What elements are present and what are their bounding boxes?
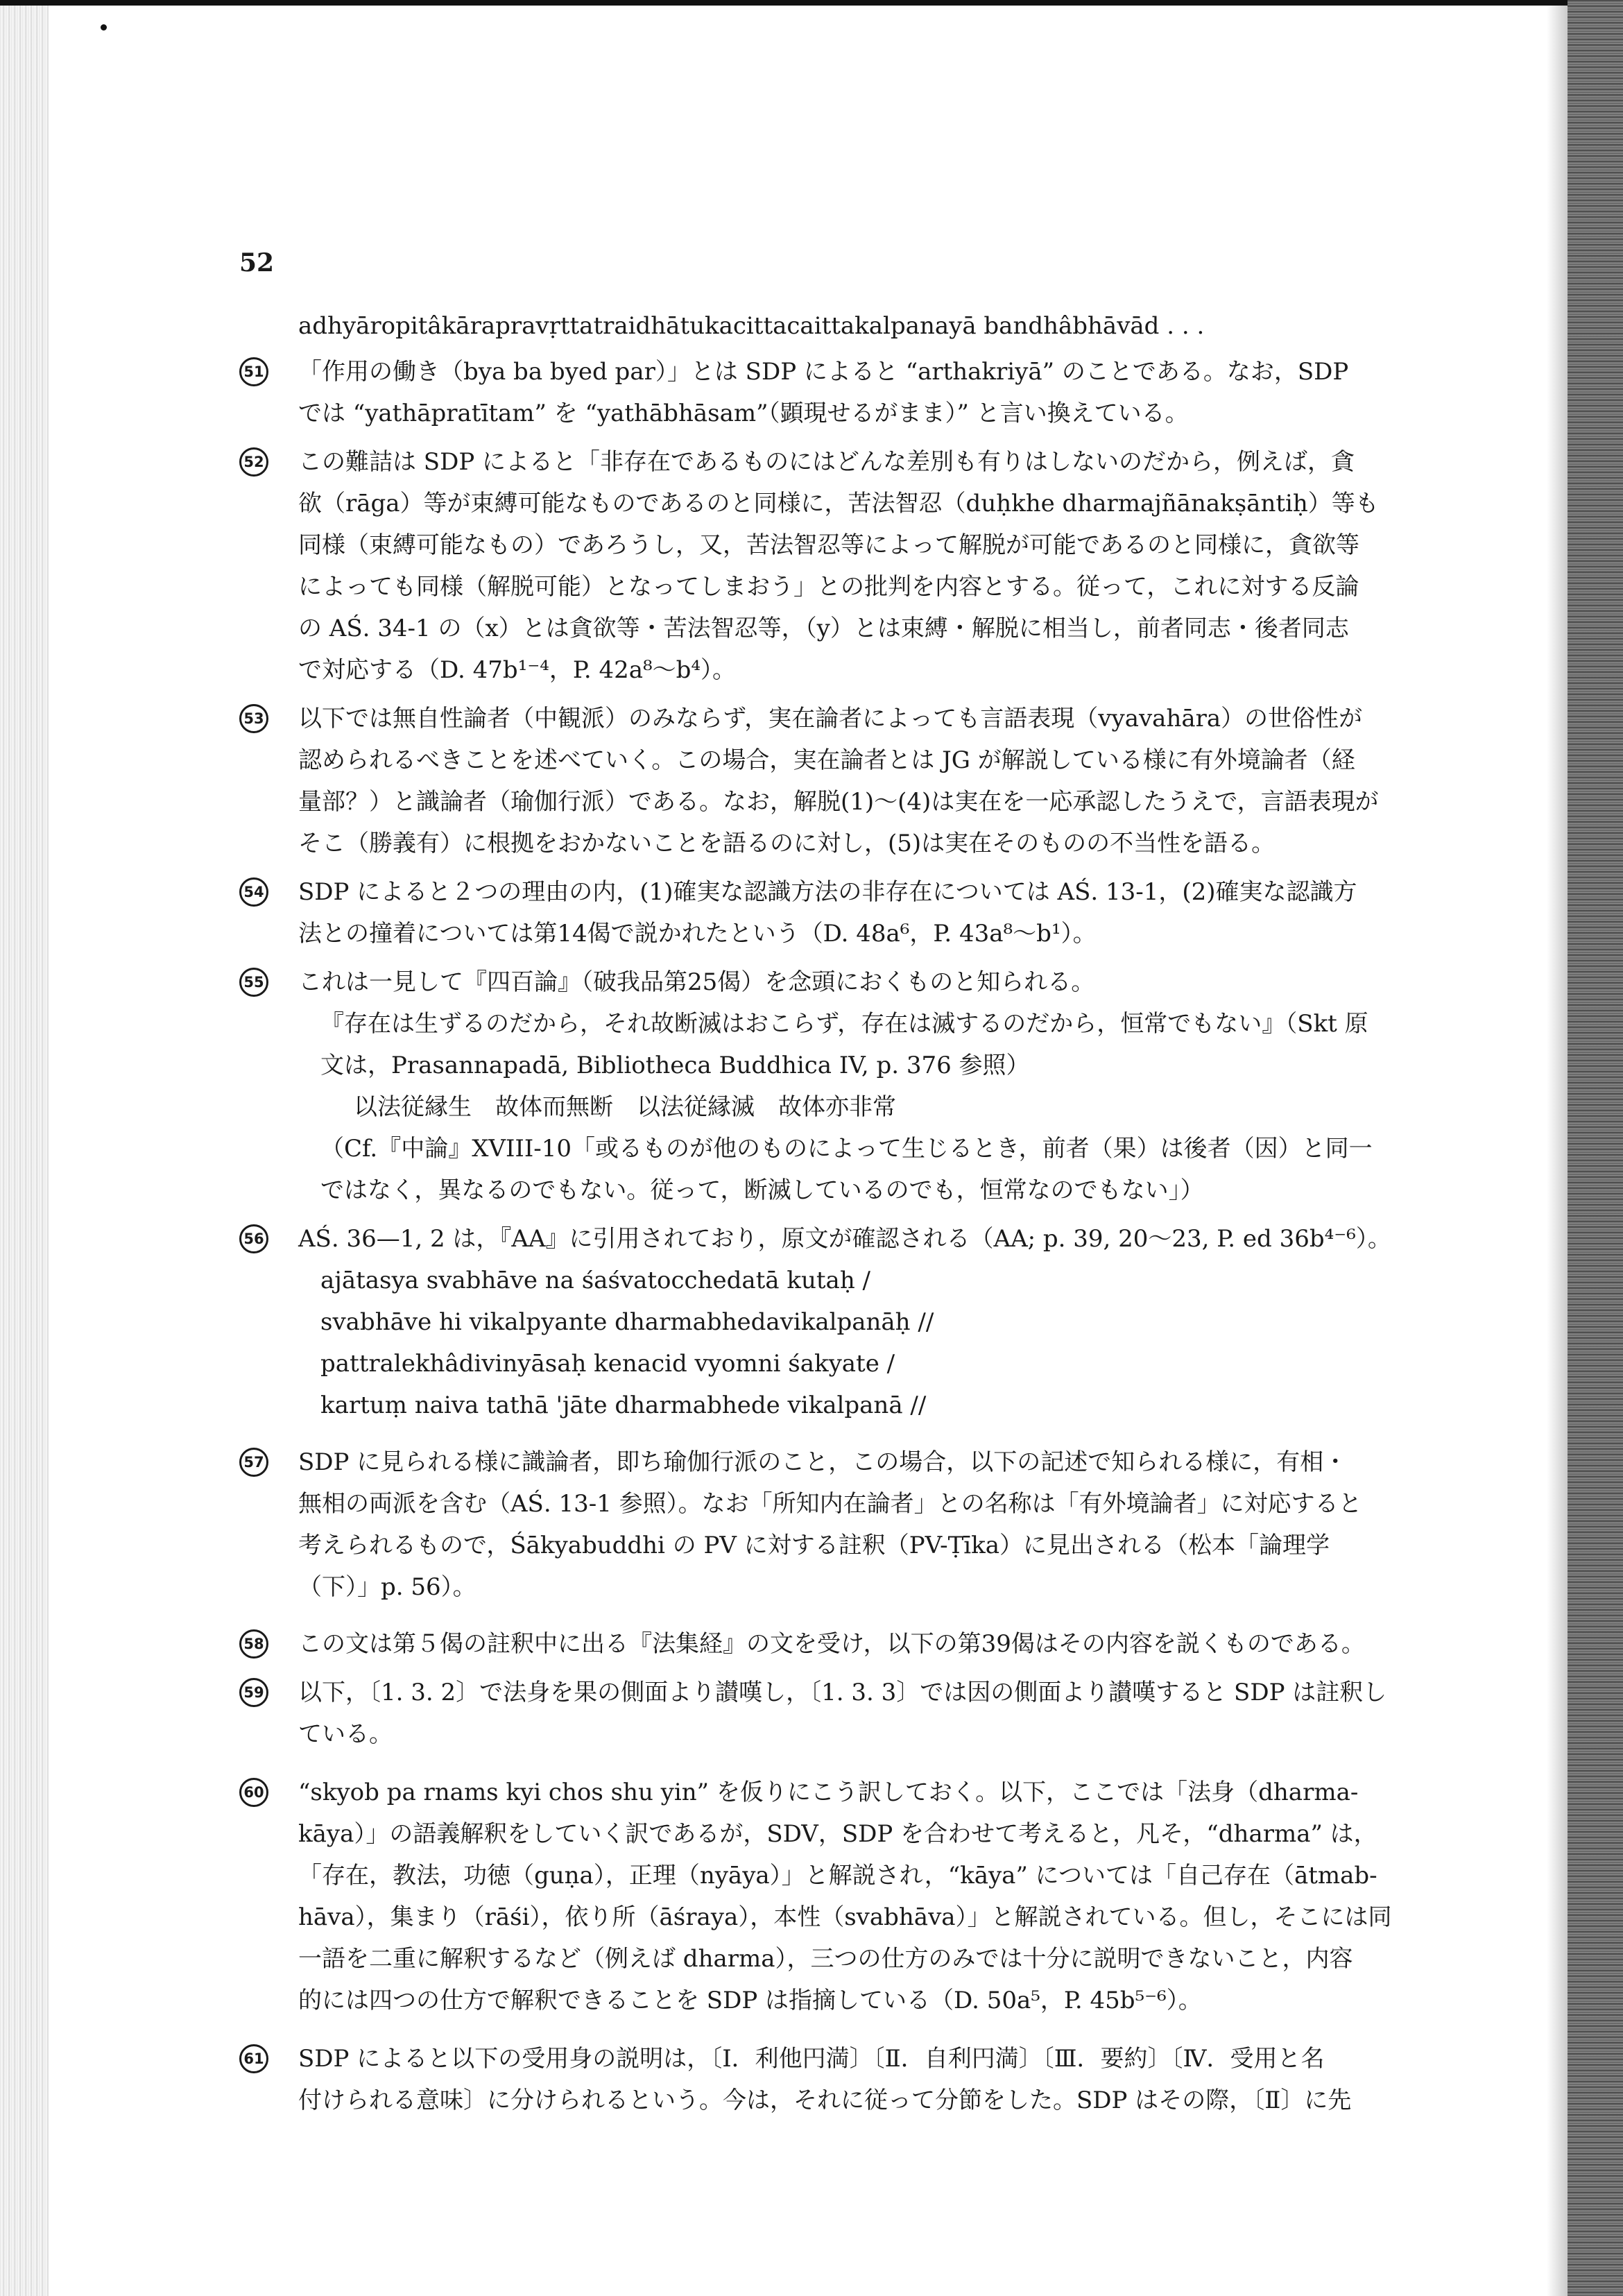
note-line: ている。 [298, 1720, 393, 1748]
note-number: 56 [239, 1224, 268, 1253]
note-line: 「作用の働き（bya ba byed par）」とは SDP によると “arthakriyā” のことである。なお，SDP [298, 358, 1349, 386]
note-52 [239, 441, 1429, 691]
quoted-line: （Cf.『中論』XVIII-10「或るものが他のものによって生じるとき，前者（果）は後者（因）と同一 [320, 1135, 1373, 1163]
note-61 [239, 2038, 1429, 2121]
note-58 [239, 1623, 1429, 1665]
quoted-line: ではなく，異なるのでもない。従って，断滅しているのでも，恒常なのでもない」） [320, 1176, 1204, 1204]
sanskrit-verse-line: svabhāve hi vikalpyante dharmabhedavikalpanāḥ // [320, 1308, 934, 1336]
note-number: 53 [239, 704, 268, 733]
page-number: 52 [239, 248, 275, 277]
note-line: 量部？）と識論者（瑜伽行派）である。なお，解脱(1)～(4)は実在を一応承認したうえで，言語表現が [298, 788, 1379, 816]
note-line: 同様（束縛可能なもの）であろうし，又，苦法智忍等によって解脱が可能であるのと同様に，貪欲等 [298, 531, 1359, 559]
note-line: これは一見して『四百論』（破我品第25偈）を念頭におくものと知られる。 [298, 968, 1095, 996]
scan-left-edge [0, 0, 49, 2296]
scan-right-edge [1568, 0, 1623, 2296]
note-59 [239, 1672, 1429, 1755]
note-number: 57 [239, 1448, 268, 1477]
scan-speck [101, 24, 107, 31]
note-51 [239, 351, 1429, 434]
note-line: SDP によると以下の受用身の説明は，〔Ⅰ．利他円満〕〔Ⅱ．自利円満〕〔Ⅲ．要約〕〔Ⅳ．受用と名 [298, 2045, 1325, 2073]
sanskrit-verse-line: ajātasya svabhāve na śaśvatocchedatā kutaḥ / [320, 1267, 870, 1294]
note-line: そこ（勝義有）に根拠をおかないことを語るのに対し，(5)は実在そのものの不当性を語る。 [298, 830, 1276, 857]
note-line: 無相の両派を含む（AŚ. 13-1 参照）。なお「所知内在論者」との名称は「有外境論者」に対応すると [298, 1490, 1362, 1518]
note-line: 的には四つの仕方で解釈できることを SDP は指摘している（D. 50a⁵，P. 45b⁵⁻⁶）。 [298, 1987, 1202, 2014]
note-57 [239, 1441, 1429, 1608]
note-line: 考えられるもので，Śākyabuddhi の PV に対する註釈（PV-Ṭīka）に見出される（松本「論理学 [298, 1532, 1330, 1559]
note-number: 60 [239, 1778, 268, 1807]
quoted-line: 文は，Prasannapadā, Bibliotheca Buddhica IV, p. 376 参照） [320, 1052, 1030, 1079]
note-line: kāya）」の語義解釈をしていく訳であるが，SDV，SDP を合わせて考えると，凡そ，“dharma” は， [298, 1820, 1377, 1848]
note-line: 付けられる意味〕に分けられるという。今は，それに従って分節をした。SDP はその際，〔Ⅱ〕に先 [298, 2087, 1352, 2114]
note-53 [239, 698, 1429, 864]
sanskrit-verse-line: kartuṃ naiva tathā 'jāte dharmabhede vikalpanā // [320, 1391, 927, 1419]
note-line: 法との撞着については第14偈で説かれたという（D. 48a⁶，P. 43a⁸～b¹）。 [298, 920, 1097, 948]
sanskrit-verse-line: pattralekhâdivinyāsaḥ kenacid vyomni śakyate / [320, 1350, 895, 1378]
note-line: hāva），集まり（rāśi），依り所（āśraya），本性（svabhāva）」と解説されている。但し，そこには同 [298, 1903, 1392, 1931]
note-number: 61 [239, 2044, 268, 2073]
note-line: SDP によると２つの理由の内，(1)確実な認識方法の非存在については AŚ. 13-1，(2)確実な認識方 [298, 878, 1357, 906]
note-number: 55 [239, 968, 268, 997]
note-line: で対応する（D. 47b¹⁻⁴，P. 42a⁸～b⁴）。 [298, 656, 737, 684]
note-line: AŚ. 36—1, 2 は，『AA』に引用されており，原文が確認される（AA; p. 39, 20～23, P. ed 36b⁴⁻⁶）。 [298, 1225, 1391, 1253]
note-60 [239, 1772, 1429, 2021]
note-line: によっても同様（解脱可能）となってしまおう」との批判を内容とする。従って，これに対する反論 [298, 573, 1359, 601]
note-line: の AŚ. 34-1 の（x）とは貪欲等・苦法智忍等，（y）とは束縛・解脱に相当し，前者同志・後者同志 [298, 615, 1349, 642]
note-line: SDP に見られる様に識論者，即ち瑜伽行派のこと，この場合，以下の記述で知られる様に，有相・ [298, 1448, 1348, 1476]
chinese-verse: 以法従縁生 故体而無断 以法従縁滅 故体亦非常 [354, 1093, 896, 1121]
note-line: （下）」p. 56）。 [298, 1573, 476, 1601]
note-54 [239, 871, 1429, 954]
note-line: では “yathāpratītam” を “yathābhāsam”（顕現せるがまま）” と言い換えている。 [298, 400, 1189, 427]
note-number: 51 [239, 357, 268, 386]
quoted-line: 『存在は生ずるのだから，それ故断滅はおこらず，存在は滅するのだから，恒常でもない』（Skt 原 [320, 1010, 1368, 1038]
note-line: 欲（rāga）等が束縛可能なものであるのと同様に，苦法智忍（duḥkhe dharmajñānakṣāntiḥ）等も [298, 490, 1379, 517]
note-56 [239, 1218, 1429, 1426]
note-line: この文は第５偈の註釈中に出る『法集経』の文を受け，以下の第39偈はその内容を説くものである。 [298, 1630, 1365, 1658]
note-number: 54 [239, 877, 268, 907]
note-line: 以下，〔1. 3. 2〕で法身を果の側面より讃嘆し，〔1. 3. 3〕では因の側面より讃嘆すると SDP は註釈し [298, 1679, 1387, 1706]
note-line: 一語を二重に解釈するなど（例えば dharma），三つの仕方のみでは十分に説明できないこと，内容 [298, 1945, 1353, 1973]
note-line: 「存在，教法，功徳（guṇa），正理（nyāya）」と解説され，“kāya” については「自己存在（ātmab- [298, 1862, 1377, 1890]
note-number: 58 [239, 1629, 268, 1659]
note-number: 52 [239, 447, 268, 477]
note-line: “skyob pa rnams kyi chos shu yin” を仮りにこう訳しておく。以下，ここでは「法身（dharma- [298, 1779, 1359, 1806]
note-line: この難詰は SDP によると「非存在であるものにはどんな差別も有りはしないのだから，例えば，貪 [298, 448, 1355, 476]
continuation-line: adhyāropitâkārapravṛttatraidhātukacittacaittakalpanayā bandhâbhāvād . . . [298, 312, 1205, 340]
note-line: 以下では無自性論者（中観派）のみならず，実在論者によっても言語表現（vyavahāra）の世俗性が [298, 705, 1363, 733]
note-55 [239, 961, 1429, 1211]
notes-body [239, 305, 1429, 2128]
scan-top-border [0, 0, 1568, 6]
note-number: 59 [239, 1678, 268, 1707]
note-line: 認められるべきことを述べていく。この場合，実在論者とは JG が解説している様に有外境論者（経 [298, 746, 1355, 774]
